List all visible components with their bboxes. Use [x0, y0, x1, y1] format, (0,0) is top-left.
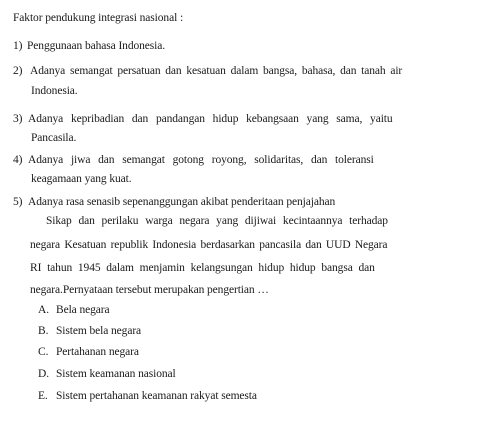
option-d-letter: D. [38, 368, 49, 380]
option-a-text: Bela negara [56, 304, 110, 316]
factor-3-line-2: Pancasila. [31, 132, 77, 144]
factor-4-line-2: keagamaan yang kuat. [31, 173, 132, 185]
factor-1-line-1: Penggunaan bahasa Indonesia. [27, 40, 166, 52]
option-e-text: Sistem pertahanan keamanan rakyat semesta [56, 390, 257, 402]
option-b-letter: B. [38, 325, 49, 337]
factor-3-line-1: Adanya kepribadian dan pandangan hidup kebangsaan yang sama, yaitu [28, 113, 393, 125]
factor-2-line-2: Indonesia. [31, 85, 78, 97]
option-e-letter: E. [38, 390, 48, 402]
question-line-4: negara.Pernyataan tersebut merupakan pengertian … [30, 284, 269, 296]
factor-5-line-1: Adanya rasa senasib sepenanggungan akibat penderitaan penjajahan [28, 196, 336, 208]
factor-4-number: 4) [13, 154, 23, 166]
option-c-text: Pertahanan negara [56, 346, 139, 358]
option-d-text: Sistem keamanan nasional [56, 368, 176, 380]
option-b-text: Sistem bela negara [56, 325, 142, 337]
factor-1-number: 1) [13, 40, 23, 52]
factor-3-number: 3) [13, 113, 23, 125]
question-line-3: RI tahun 1945 dalam menjamin kelangsungan hidup hidup bangsa dan [30, 262, 375, 274]
factor-4-line-1: Adanya jiwa dan semangat gotong royong, solidaritas, dan toleransi [28, 154, 374, 166]
factor-2-line-1: Adanya semangat persatuan dan kesatuan dalam bangsa, bahasa, dan tanah air [30, 65, 403, 77]
question-line-2: negara Kesatuan republik Indonesia berdasarkan pancasila dan UUD Negara [30, 239, 388, 251]
heading: Faktor pendukung integrasi nasional : [13, 12, 184, 24]
question-line-1: Sikap dan perilaku warga negara yang dijiwai kecintaannya terhadap [46, 215, 388, 227]
factor-2-number: 2) [13, 65, 23, 77]
option-a-letter: A. [38, 304, 49, 316]
factor-5-number: 5) [13, 196, 23, 208]
option-c-letter: C. [38, 346, 49, 358]
